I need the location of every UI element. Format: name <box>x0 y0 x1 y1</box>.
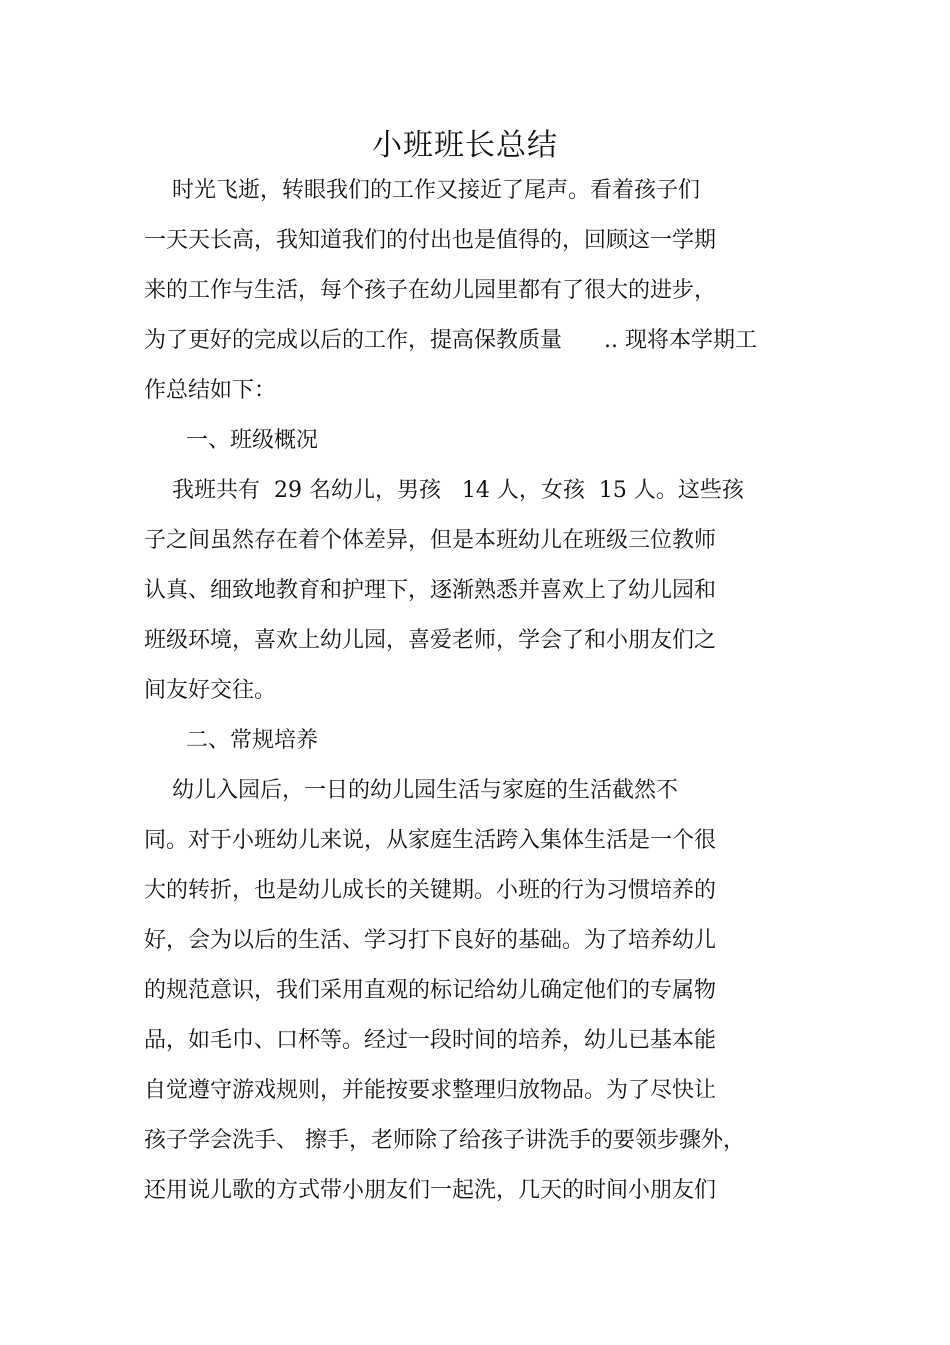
text-line: 时光飞逝，转眼我们的工作又接近了尾声。看着孩子们 <box>144 178 700 203</box>
text-line: 好，会为以后的生活、学习打下良好的基础。为了培养幼儿 <box>144 928 717 953</box>
section-heading: 二、常规培养 <box>144 728 318 753</box>
text-line: 还用说儿歌的方式带小朋友们一起洗，几天的时间小朋友们 <box>144 1178 717 1203</box>
document-title: 小班班长总结 <box>372 128 558 163</box>
text-line: 班级环境，喜欢上幼儿园，喜爱老师，学会了和小朋友们之 <box>144 628 717 653</box>
text-line: 为了更好的完成以后的工作，提高保教质量 .. 现将本学期工 <box>144 328 757 353</box>
text-line: 子之间虽然存在着个体差异，但是本班幼儿在班级三位教师 <box>144 528 717 553</box>
text-line: 自觉遵守游戏规则，并能按要求整理归放物品。为了尽快让 <box>144 1078 717 1103</box>
text-line: 作总结如下： <box>144 378 277 403</box>
text-line: 我班共有 29 名幼儿，男孩 14 人，女孩 15 人。这些孩 <box>144 478 744 503</box>
text-line: 同。对于小班幼儿来说，从家庭生活跨入集体生活是一个很 <box>144 828 717 853</box>
text-line: 品，如毛巾、口杯等。经过一段时间的培养，幼儿已基本能 <box>144 1028 717 1053</box>
text-line: 的规范意识，我们采用直观的标记给幼儿确定他们的专属物 <box>144 978 717 1003</box>
text-line: 孩子学会洗手、 擦手，老师除了给孩子讲洗手的要领步骤外， <box>144 1128 745 1153</box>
text-line: 间友好交往。 <box>144 678 277 703</box>
text-line: 一天天长高，我知道我们的付出也是值得的，回顾这一学期 <box>144 228 717 253</box>
text-line: 幼儿入园后，一日的幼儿园生活与家庭的生活截然不 <box>144 778 678 803</box>
text-line: 认真、细致地教育和护理下，逐渐熟悉并喜欢上了幼儿园和 <box>144 578 717 603</box>
text-line: 大的转折，也是幼儿成长的关键期。小班的行为习惯培养的 <box>144 878 717 903</box>
section-heading: 一、班级概况 <box>144 428 318 453</box>
text-line: 来的工作与生活，每个孩子在幼儿园里都有了很大的进步， <box>144 278 717 303</box>
